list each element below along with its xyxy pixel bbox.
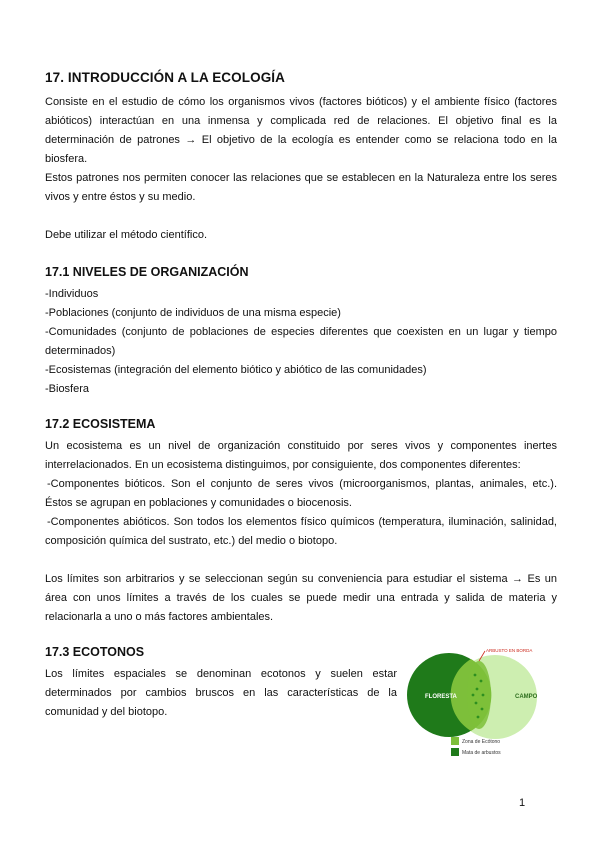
- legend-mata: Mata de arbustos: [462, 750, 501, 756]
- intro-paragraph: Consiste en el estudio de cómo los organismos vivos (factores bióticos) y el ambiente físico (factores abióticos) interactúan en una inmensa y complicada red de relaciones. El objetivo final es la determinación de patrones → El objetivo de la ecología es entender como se relaciona todo en la biosfera.: [45, 96, 557, 165]
- niveles-item-individuos: -Individuos: [45, 288, 99, 300]
- ecotone-svg: [407, 645, 547, 763]
- niveles-item-biosfera: -Biosfera: [45, 383, 90, 395]
- ecotone-zone: [467, 661, 491, 729]
- niveles-item-poblaciones: -Poblaciones (conjunto de individuos de una misma especie): [45, 307, 341, 319]
- legend-swatch-mata: [451, 748, 459, 756]
- label-campo: CAMPO: [515, 694, 538, 700]
- componentes-abioticos: -Componentes abióticos. Son todos los elementos físico químicos (temperatura, iluminación, salinidad, composición química del sustrato, etc.) del medio o biotopo.: [45, 516, 557, 547]
- legend-swatch-ecotone: [451, 737, 459, 745]
- main-heading: 17. INTRODUCCIÓN A LA ECOLOGÍA: [45, 70, 286, 85]
- niveles-heading: 17.1 NIVELES DE ORGANIZACIÓN: [45, 265, 249, 279]
- componentes-bioticos: -Componentes bióticos. Son el conjunto de seres vivos (microorganismos, plantas, animales, etc.). Éstos se agrupan en poblaciones y comunidades o biocenosis.: [45, 478, 557, 509]
- document-page: [45, 70, 557, 756]
- patterns-paragraph: Estos patrones nos permiten conocer las relaciones que se establecen en la Naturaleza entre los seres vivos y entre éstos y su medio.: [45, 172, 557, 203]
- legend-ecotone: Zona de Ecótono: [462, 739, 501, 745]
- label-arbusto: ARBUSTO EN BORDA: [486, 648, 533, 653]
- label-floresta: FLORESTA: [425, 694, 457, 700]
- limites-paragraph: Los límites son arbitrarios y se seleccionan según su conveniencia para estudiar el sistema → Es un área con unos límites a través de los cuales se puede medir una entrada y salida de materia y relacionarla a uno o más factores ambientales.: [45, 573, 557, 623]
- method-paragraph: Debe utilizar el método científico.: [45, 229, 208, 241]
- ecotone-diagram: [407, 645, 547, 763]
- niveles-item-ecosistemas: -Ecosistemas (integración del elemento biótico y abiótico de las comunidades): [45, 364, 427, 376]
- page-number: 1: [519, 797, 526, 809]
- ecosistema-definition: Un ecosistema es un nivel de organización constituido por seres vivos y componentes inertes interrelacionados. En un ecosistema distinguimos, por consiguiente, dos componentes diferentes:: [45, 440, 557, 471]
- ecotonos-heading: 17.3 ECOTONOS: [45, 645, 145, 659]
- ecosistema-heading: 17.2 ECOSISTEMA: [45, 417, 156, 431]
- niveles-item-comunidades: -Comunidades (conjunto de poblaciones de especies diferentes que coexisten en un lugar y tiempo determinados): [45, 326, 557, 357]
- ecotonos-paragraph: Los límites espaciales se denominan ecotonos y suelen estar determinados por cambios bruscos en las características de la comunidad y del biotopo.: [45, 668, 397, 718]
